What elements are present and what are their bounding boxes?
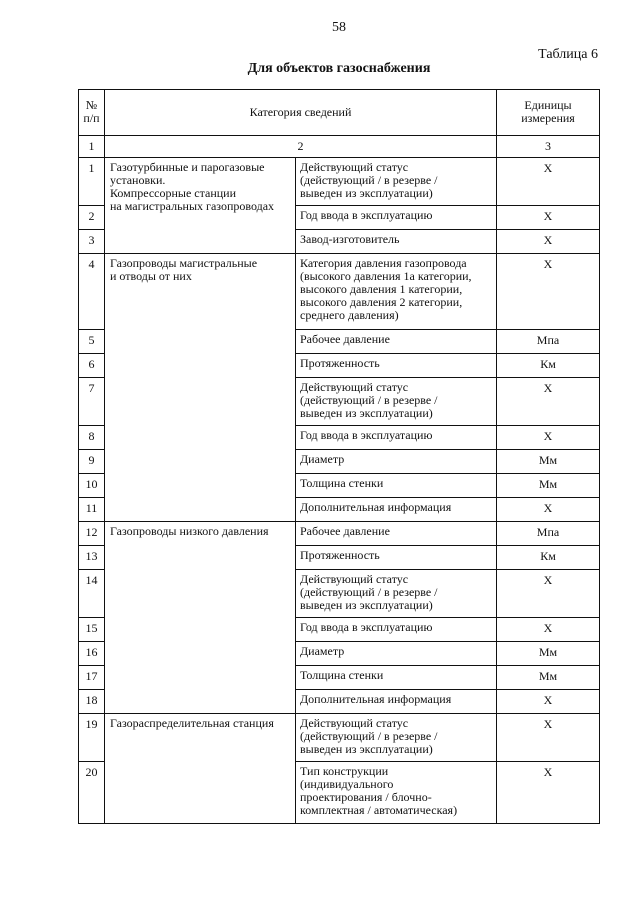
row-number: 9 xyxy=(79,450,105,474)
row-info: Год ввода в эксплуатацию xyxy=(296,426,497,450)
table-row xyxy=(79,158,600,206)
row-number: 16 xyxy=(79,642,105,666)
row-unit: Х xyxy=(497,158,600,206)
header-category: Категория сведений xyxy=(105,90,497,136)
row-unit: Км xyxy=(497,546,600,570)
row-info: Рабочее давление xyxy=(296,522,497,546)
row-info: Толщина стенки xyxy=(296,666,497,690)
row-info: Действующий статус (действующий / в резерве / выведен из эксплуатации) xyxy=(296,570,497,618)
row-info: Год ввода в эксплуатацию xyxy=(296,618,497,642)
row-info: Тип конструкции (индивидуального проектирования / блочно- комплектная / автоматическая) xyxy=(296,762,497,824)
row-number: 20 xyxy=(79,762,105,824)
row-info: Дополнительная информация xyxy=(296,498,497,522)
row-unit: Мм xyxy=(497,450,600,474)
row-unit: Мм xyxy=(497,474,600,498)
row-number: 3 xyxy=(79,230,105,254)
row-number: 15 xyxy=(79,618,105,642)
gas-supply-table xyxy=(78,89,600,824)
row-unit: Мм xyxy=(497,642,600,666)
row-info: Диаметр xyxy=(296,642,497,666)
document-title: Для объектов газоснабжения xyxy=(247,61,431,76)
row-info: Протяженность xyxy=(296,354,497,378)
row-info: Дополнительная информация xyxy=(296,690,497,714)
row-number: 14 xyxy=(79,570,105,618)
row-number: 8 xyxy=(79,426,105,450)
table-label: Таблица 6 xyxy=(538,47,598,62)
row-unit: Х xyxy=(497,618,600,642)
row-info: Диаметр xyxy=(296,450,497,474)
page-number: 58 xyxy=(332,20,346,35)
column-number: 2 xyxy=(105,136,497,158)
table-body xyxy=(79,158,600,824)
row-unit: Мпа xyxy=(497,522,600,546)
row-info: Действующий статус (действующий / в резерве / выведен из эксплуатации) xyxy=(296,714,497,762)
table-row xyxy=(79,714,600,762)
header-num: № п/п xyxy=(79,90,105,136)
row-number: 17 xyxy=(79,666,105,690)
row-unit: Х xyxy=(497,230,600,254)
row-unit: Х xyxy=(497,498,600,522)
row-number: 12 xyxy=(79,522,105,546)
row-number: 13 xyxy=(79,546,105,570)
row-unit: Х xyxy=(497,254,600,330)
header-units: Единицы измерения xyxy=(497,90,600,136)
row-number: 10 xyxy=(79,474,105,498)
row-info: Действующий статус (действующий / в резерве / выведен из эксплуатации) xyxy=(296,158,497,206)
column-number: 3 xyxy=(497,136,600,158)
row-unit: Км xyxy=(497,354,600,378)
row-info: Протяженность xyxy=(296,546,497,570)
row-number: 2 xyxy=(79,206,105,230)
row-number: 1 xyxy=(79,158,105,206)
row-number: 5 xyxy=(79,330,105,354)
row-number: 7 xyxy=(79,378,105,426)
table-row xyxy=(79,522,600,546)
row-number: 11 xyxy=(79,498,105,522)
row-unit: Х xyxy=(497,206,600,230)
row-category: Газопроводы низкого давления xyxy=(105,522,296,714)
row-info: Год ввода в эксплуатацию xyxy=(296,206,497,230)
row-unit: Х xyxy=(497,762,600,824)
row-unit: Х xyxy=(497,378,600,426)
row-unit: Х xyxy=(497,714,600,762)
header-row xyxy=(79,90,600,136)
row-unit: Х xyxy=(497,570,600,618)
table-row xyxy=(79,254,600,330)
row-unit: Мпа xyxy=(497,330,600,354)
row-info: Категория давления газопровода (высокого давления 1а категории, высокого давления 1 категории, высокого давления 2 категории, среднего давления) xyxy=(296,254,497,330)
row-category: Газотурбинные и парогазовые установки. Компрессорные станции на магистральных газопроводах xyxy=(105,158,296,254)
row-unit: Х xyxy=(497,690,600,714)
row-unit: Мм xyxy=(497,666,600,690)
row-info: Толщина стенки xyxy=(296,474,497,498)
row-info: Действующий статус (действующий / в резерве / выведен из эксплуатации) xyxy=(296,378,497,426)
row-number: 6 xyxy=(79,354,105,378)
column-number: 1 xyxy=(79,136,105,158)
row-info: Рабочее давление xyxy=(296,330,497,354)
column-numbers-row xyxy=(79,136,600,158)
row-category: Газопроводы магистральные и отводы от них xyxy=(105,254,296,522)
row-unit: Х xyxy=(497,426,600,450)
row-number: 19 xyxy=(79,714,105,762)
row-number: 18 xyxy=(79,690,105,714)
row-info: Завод-изготовитель xyxy=(296,230,497,254)
row-category: Газораспределительная станция xyxy=(105,714,296,824)
row-number: 4 xyxy=(79,254,105,330)
